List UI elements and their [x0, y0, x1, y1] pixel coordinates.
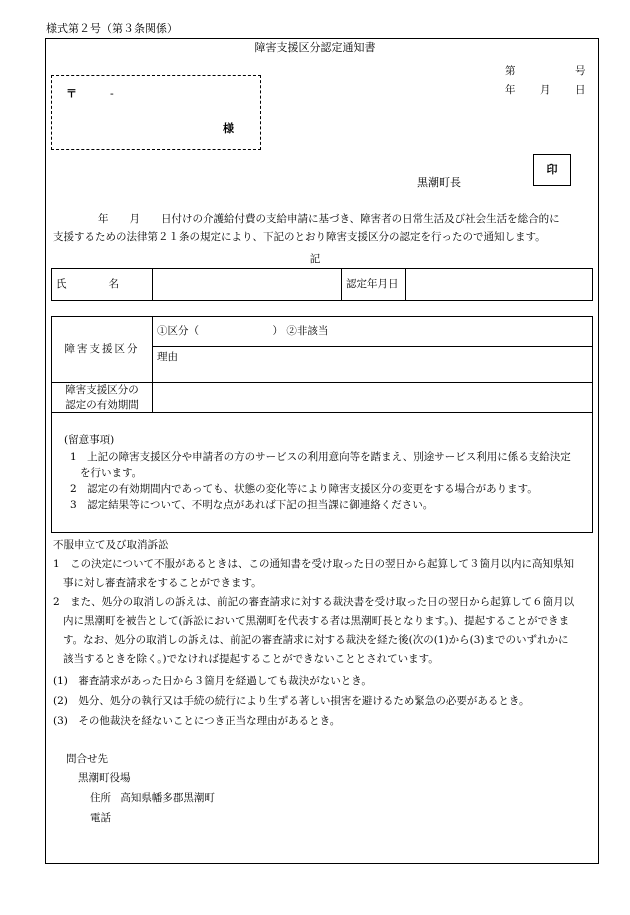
note-item: 1 上記の障害支援区分や申請者の方のサービスの利用意向等を踏まえ、別途サービス利用に係る支給決定	[70, 451, 571, 463]
date-day: 日	[575, 84, 586, 96]
document-title: 障害支援区分認定通知書	[254, 41, 376, 54]
doc-number-suffix: 号	[575, 65, 586, 77]
note-item: 3 認定結果等について、不明な点があれば下記の担当課に御連絡ください。	[70, 499, 434, 511]
recipient-table	[51, 268, 593, 301]
seal-text: 印	[546, 162, 558, 176]
contact-phone-label: 電話	[90, 812, 111, 824]
appeal-line: (3) その他裁決を経ないことにつき正当な理由があるとき。	[53, 715, 341, 727]
appeal-line: (2) 処分、処分の執行又は手続の続行により生ずる著しい損害を避けるため緊急の必要があるとき。	[53, 695, 530, 707]
honorific: 様	[223, 122, 234, 135]
contact-office: 黒潮町役場	[78, 772, 131, 784]
validity-value-cell	[153, 383, 593, 413]
form-label: 様式第２号（第３条関係）	[46, 22, 178, 35]
appeal-line: 事に対し審査請求をすることができます。	[63, 577, 262, 589]
body-line-1: 年 月 日付けの介護給付費の支給申請に基づき、障害者の日常生活及び社会生活を総合的に	[98, 213, 560, 225]
note-item: を行います。	[80, 467, 143, 479]
contact-address-value: 高知県幡多郡黒潮町	[120, 792, 215, 804]
appeal-line: す。なお、処分の取消しの訴えは、前記の審査請求に対する裁決を経た後(次の(1)から(3)までのいずれかに	[63, 634, 569, 646]
postal-mark: 〒	[66, 87, 77, 100]
postal-dash: -	[110, 87, 114, 100]
ki-heading: 記	[309, 253, 321, 265]
category-table	[51, 316, 593, 413]
appeal-title: 不服申立て及び取消訴訟	[53, 539, 169, 551]
name-value-cell	[153, 269, 342, 301]
date-value-cell	[406, 269, 593, 301]
body-text	[53, 210, 593, 247]
category-options-cell	[153, 317, 593, 347]
category-option-2: ②非該当	[286, 325, 329, 338]
notes-box	[51, 413, 593, 533]
appeal-line: 2 また、処分の取消しの訴えは、前記の審査請求に対する裁決書を受け取った日の翌日から起算して６箇月以	[53, 596, 575, 608]
note-item: 2 認定の有効期間内であっても、状態の変化等により障害支援区分の変更をする場合があります。	[70, 483, 538, 495]
contact-address-label: 住所	[90, 792, 111, 804]
validity-label: 障害支援区分の 認定の有効期間	[52, 383, 153, 413]
doc-number-prefix: 第	[505, 65, 516, 77]
seal-box	[533, 154, 571, 186]
category-label: 障害支援区分	[52, 317, 153, 383]
category-option-1: ①区分（ ）	[157, 325, 283, 338]
appeal-line: 該当するときを除く。)でなければ提起することができないこととされています。	[63, 653, 439, 665]
reason-cell	[153, 347, 593, 383]
body-line-2: 支援するための法律第２１条の規定により、下記のとおり障害支援区分の認定を行ったので通知します。	[53, 231, 546, 244]
notes-title: (留意事項)	[64, 434, 115, 446]
reason-label: 理由	[157, 351, 178, 363]
date-year: 年	[505, 84, 516, 96]
contact-title: 問合せ先	[66, 753, 108, 765]
address-box	[51, 75, 261, 150]
appeal-line: 内に黒潮町を被告として(訴訟において黒潮町を代表する者は黒潮町長となります。)、提起することができま	[63, 615, 570, 627]
issuer-name: 黒潮町長	[417, 176, 461, 189]
date-month: 月	[540, 84, 551, 96]
date-label: 認定年月日	[342, 269, 406, 301]
contact-address	[90, 791, 215, 805]
appeal-line: 1 この決定について不服があるときは、この通知書を受け取った日の翌日から起算して３箇月以内に高知県知	[53, 558, 574, 570]
name-label: 氏 名	[52, 269, 153, 301]
appeal-line: (1) 審査請求があった日から３箇月を経過しても裁決がないとき。	[53, 675, 372, 687]
